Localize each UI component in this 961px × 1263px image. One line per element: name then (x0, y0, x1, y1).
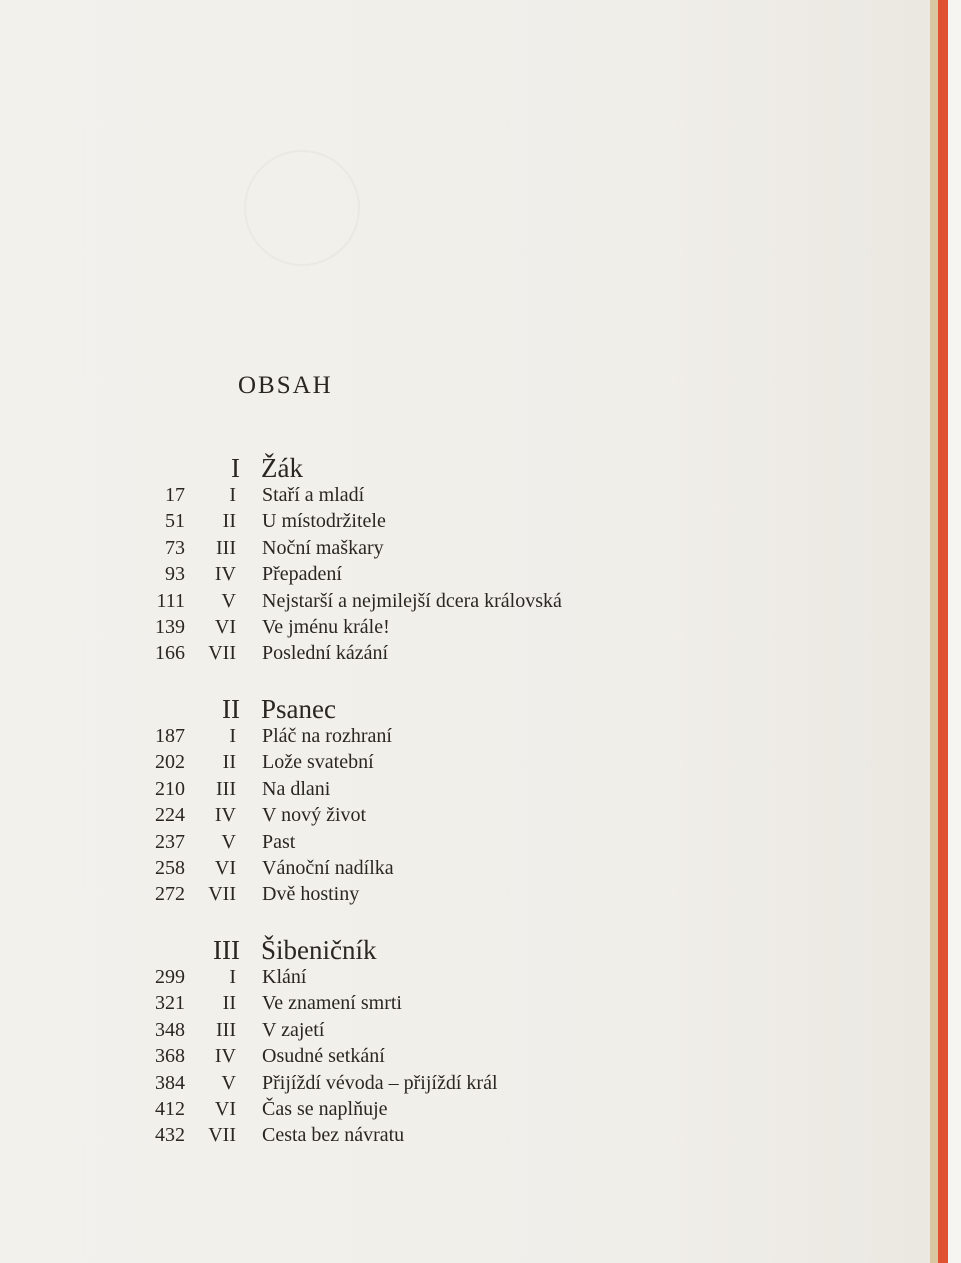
toc-entry (0, 724, 930, 748)
chapter-title: Přijíždí vévoda – přijíždí král (262, 1072, 498, 1094)
chapter-title: Dvě hostiny (262, 883, 360, 905)
part-heading (0, 934, 930, 966)
chapter-numeral: VII (208, 642, 236, 664)
toc-entry (0, 536, 930, 560)
chapter-numeral: V (221, 1072, 236, 1094)
chapter-page-number: 321 (155, 992, 185, 1014)
chapter-title: Nejstarší a nejmilejší dcera královská (262, 590, 562, 612)
chapter-title: Ve znamení smrti (262, 992, 402, 1014)
book-edge-red (938, 0, 948, 1263)
toc-entry (0, 777, 930, 801)
part-name: Žák (261, 453, 303, 483)
chapter-page-number: 187 (155, 725, 185, 747)
chapter-page-number: 299 (155, 966, 185, 988)
chapter-numeral: I (229, 484, 236, 506)
chapter-page-number: 139 (155, 616, 185, 638)
toc-entry (0, 509, 930, 533)
part-heading (0, 452, 930, 484)
chapter-page-number: 258 (155, 857, 185, 879)
toc-entry (0, 615, 930, 639)
chapter-numeral: VI (214, 1098, 236, 1120)
chapter-page-number: 348 (155, 1019, 185, 1041)
chapter-page-number: 272 (155, 883, 185, 905)
chapter-page-number: 51 (165, 510, 185, 532)
chapter-title: Osudné setkání (262, 1045, 385, 1067)
chapter-numeral: V (221, 590, 236, 612)
chapter-page-number: 368 (155, 1045, 185, 1067)
toc-entry (0, 991, 930, 1015)
book-edge-beige (930, 0, 938, 1263)
chapter-numeral: I (229, 725, 236, 747)
chapter-page-number: 384 (155, 1072, 185, 1094)
chapter-numeral: II (222, 510, 236, 532)
chapter-page-number: 210 (155, 778, 185, 800)
chapter-numeral: III (216, 778, 236, 800)
chapter-page-number: 73 (165, 537, 185, 559)
chapter-page-number: 432 (155, 1124, 185, 1146)
faded-emblem (244, 150, 360, 266)
chapter-title: Poslední kázání (262, 642, 389, 664)
toc-entry (0, 856, 930, 880)
toc-entry (0, 589, 930, 613)
chapter-title: Vánoční nadílka (262, 857, 394, 879)
toc-entry (0, 1044, 930, 1068)
chapter-page-number: 412 (155, 1098, 185, 1120)
chapter-title: Ve jménu krále! (262, 616, 390, 638)
chapter-title: Na dlani (262, 778, 331, 800)
chapter-page-number: 111 (156, 590, 185, 612)
chapter-page-number: 93 (165, 563, 185, 585)
chapter-page-number: 166 (155, 642, 185, 664)
toc-entry (0, 882, 930, 906)
part-numeral: III (213, 935, 240, 965)
part-numeral: II (222, 694, 240, 724)
toc-entry (0, 483, 930, 507)
part-heading (0, 693, 930, 725)
chapter-numeral: I (229, 966, 236, 988)
toc-entry (0, 1097, 930, 1121)
chapter-page-number: 17 (165, 484, 185, 506)
toc-entry (0, 562, 930, 586)
toc-entry (0, 1071, 930, 1095)
chapter-numeral: II (222, 751, 236, 773)
chapter-numeral: VI (214, 616, 236, 638)
chapter-numeral: VI (214, 857, 236, 879)
chapter-numeral: VII (208, 1124, 236, 1146)
chapter-numeral: II (222, 992, 236, 1014)
chapter-title: Cesta bez návratu (262, 1124, 405, 1146)
chapter-title: Staří a mladí (262, 484, 365, 506)
chapter-title: Přepadení (262, 563, 342, 585)
chapter-title: V zajetí (262, 1019, 325, 1041)
chapter-numeral: V (221, 831, 236, 853)
chapter-title: V nový život (262, 804, 367, 826)
chapter-page-number: 202 (155, 751, 185, 773)
chapter-page-number: 237 (155, 831, 185, 853)
toc-entry (0, 641, 930, 665)
chapter-title: Lože svatební (262, 751, 374, 773)
toc-entry (0, 750, 930, 774)
part-name: Šibeničník (261, 935, 377, 965)
chapter-numeral: IV (214, 804, 236, 826)
chapter-numeral: VII (208, 883, 236, 905)
chapter-numeral: III (216, 1019, 236, 1041)
chapter-title: Past (262, 831, 296, 853)
toc-entry (0, 1018, 930, 1042)
book-edge-white (948, 0, 961, 1263)
chapter-numeral: III (216, 537, 236, 559)
chapter-numeral: IV (214, 563, 236, 585)
chapter-title: Čas se naplňuje (262, 1098, 388, 1120)
part-numeral: I (231, 453, 240, 483)
chapter-numeral: IV (214, 1045, 236, 1067)
chapter-page-number: 224 (155, 804, 185, 826)
toc-entry (0, 830, 930, 854)
chapter-title: Noční maškary (262, 537, 384, 559)
toc-entry (0, 803, 930, 827)
chapter-title: U místodržitele (262, 510, 386, 532)
toc-entry (0, 965, 930, 989)
chapter-title: Pláč na rozhraní (262, 725, 392, 747)
page-title: OBSAH (238, 372, 333, 399)
toc-entry (0, 1123, 930, 1147)
part-name: Psanec (261, 694, 336, 724)
chapter-title: Klání (262, 966, 307, 988)
